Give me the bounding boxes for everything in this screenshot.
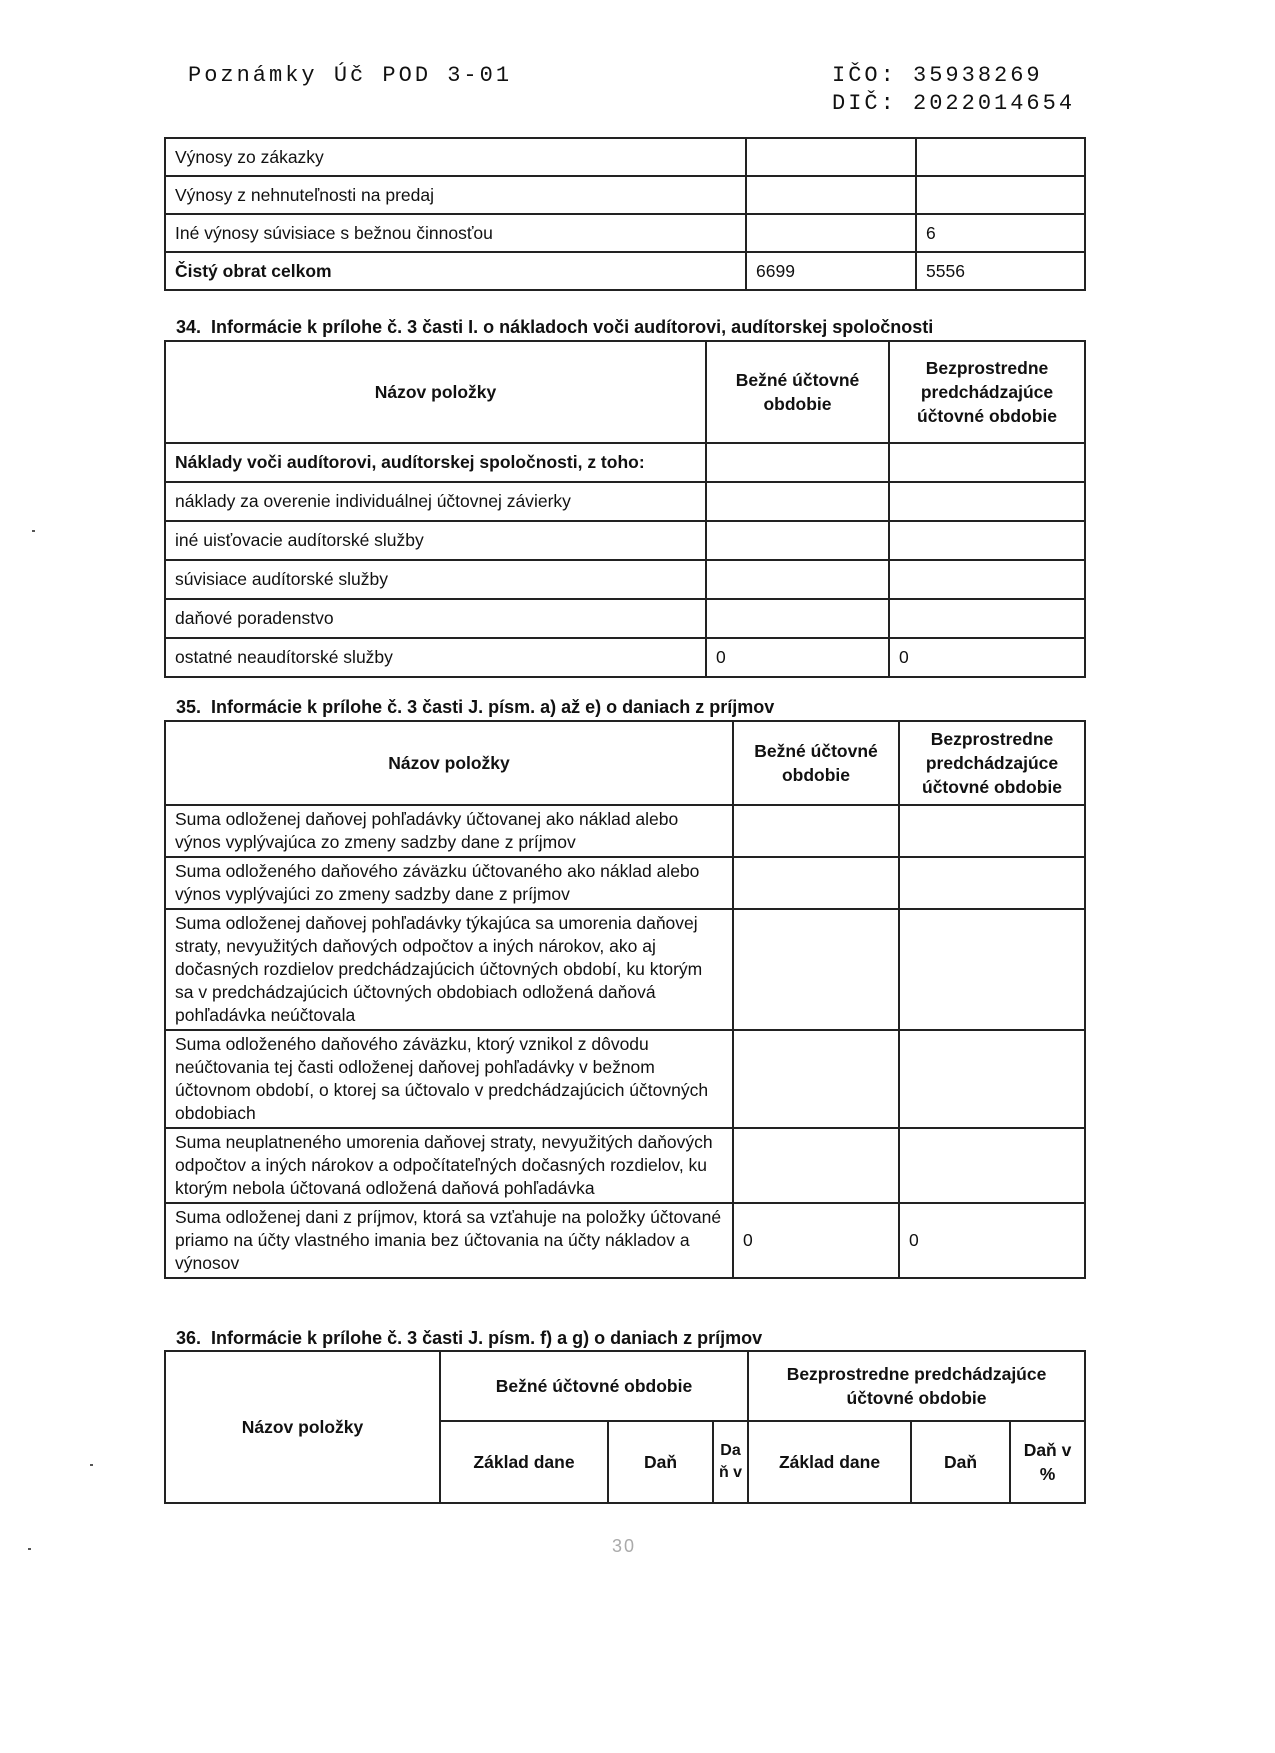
- current-value: [706, 599, 889, 638]
- previous-value: [899, 805, 1085, 857]
- section-number: 35.: [176, 697, 202, 717]
- group-header-current: Bežné účtovné obdobie: [440, 1351, 748, 1421]
- table-row: [165, 138, 1085, 176]
- net-turnover-table: [164, 137, 1086, 291]
- row-label: iné uisťovacie audítorské služby: [165, 521, 706, 560]
- row-label: Čistý obrat celkom: [165, 252, 746, 290]
- table-row: [165, 909, 1085, 1030]
- table-row: [165, 857, 1085, 909]
- previous-value: [899, 1128, 1085, 1203]
- row-label: daňové poradenstvo: [165, 599, 706, 638]
- table-row: [165, 521, 1085, 560]
- current-value: [746, 176, 916, 214]
- previous-value: 5556: [916, 252, 1085, 290]
- column-header: Základ dane: [440, 1421, 608, 1503]
- section-title-text: Informácie k prílohe č. 3 časti J. písm. a) až e) o daniach z príjmov: [211, 697, 775, 717]
- previous-value: 6: [916, 214, 1085, 252]
- previous-value: [889, 482, 1085, 521]
- current-value: [733, 805, 899, 857]
- section-36-title: [176, 1327, 762, 1349]
- row-label: Suma odloženej daňovej pohľadávky týkajúca sa umorenia daňovej straty, nevyužitých daňových odpočtov a iných nárokov, ako aj dočasných rozdielov predchádzajúcich účtovných období, ku ktorým sa v predchádzajúcich účtovných obdobiach odložená daňová pohľadávka neúčtovala: [165, 909, 733, 1030]
- previous-value: [889, 599, 1085, 638]
- current-value: [746, 214, 916, 252]
- previous-value: [899, 1030, 1085, 1128]
- table-row: [165, 1128, 1085, 1203]
- current-value: [733, 909, 899, 1030]
- section-number: 36.: [176, 1328, 202, 1348]
- section-35-title: [176, 696, 774, 718]
- tax-reconciliation-table: [164, 1350, 1086, 1504]
- current-value: [733, 857, 899, 909]
- column-header: Daň: [608, 1421, 713, 1503]
- current-value: [706, 521, 889, 560]
- table-row: [165, 1030, 1085, 1128]
- column-header: Bežné účtovné obdobie: [706, 341, 889, 443]
- table-header-row: [165, 1351, 1085, 1421]
- column-header: Základ dane: [748, 1421, 911, 1503]
- table-row: [165, 176, 1085, 214]
- section-title-text: Informácie k prílohe č. 3 časti J. písm. f) a g) o daniach z príjmov: [211, 1328, 763, 1348]
- section-number: 34.: [176, 317, 202, 337]
- group-header-previous: Bezprostredne predchádzajúce účtovné obdobie: [748, 1351, 1085, 1421]
- column-header: Bezprostredne predchádzajúce účtovné obdobie: [899, 721, 1085, 805]
- column-header: Daň v %: [1010, 1421, 1085, 1503]
- scan-speck: [32, 530, 35, 532]
- table-row: [165, 1203, 1085, 1278]
- column-header: Názov položky: [165, 341, 706, 443]
- table-header-row: [165, 721, 1085, 805]
- income-tax-table: [164, 720, 1086, 1279]
- column-header: Bezprostredne predchádzajúce účtovné obdobie: [889, 341, 1085, 443]
- current-value: 0: [733, 1203, 899, 1278]
- previous-value: [916, 138, 1085, 176]
- row-label: súvisiace audítorské služby: [165, 560, 706, 599]
- table-row: [165, 214, 1085, 252]
- previous-value: [899, 857, 1085, 909]
- table-row: [165, 638, 1085, 677]
- current-value: [733, 1128, 899, 1203]
- document-code: Poznámky Úč POD 3-01: [188, 63, 513, 88]
- table-row: [165, 482, 1085, 521]
- previous-value: [916, 176, 1085, 214]
- column-header: Bežné účtovné obdobie: [733, 721, 899, 805]
- current-value: [706, 482, 889, 521]
- row-label: náklady za overenie individuálnej účtovnej závierky: [165, 482, 706, 521]
- current-value: 6699: [746, 252, 916, 290]
- current-value: 0: [706, 638, 889, 677]
- total-row: [165, 252, 1085, 290]
- page-number: 30: [612, 1536, 637, 1556]
- dic: DIČ: 2022014654: [832, 91, 1076, 116]
- row-label: Suma neuplatneného umorenia daňovej straty, nevyužitých daňových odpočtov a iných nárokov a odpočítateľných dočasných rozdielov, ku ktorým nebola účtovaná odložená daňová pohľadávka: [165, 1128, 733, 1203]
- table-row: [165, 560, 1085, 599]
- row-label: Suma odloženého daňového záväzku účtovaného ako náklad alebo výnos vyplývajúci zo zmeny sadzby dane z príjmov: [165, 857, 733, 909]
- table-header-row: [165, 341, 1085, 443]
- table-row: [165, 443, 1085, 482]
- section-34-title: [176, 316, 933, 338]
- company-ids: [832, 62, 1075, 118]
- row-label: Výnosy z nehnuteľnosti na predaj: [165, 176, 746, 214]
- table-row: [165, 805, 1085, 857]
- scan-speck: [90, 1464, 93, 1466]
- row-label: Výnosy zo zákazky: [165, 138, 746, 176]
- previous-value: [889, 443, 1085, 482]
- ico: IČO: 35938269: [832, 63, 1043, 88]
- column-header: Daň: [911, 1421, 1010, 1503]
- row-label: Suma odloženého daňového záväzku, ktorý vznikol z dôvodu neúčtovania tej časti odloženej daňovej pohľadávky v bežnom účtovnom období, o ktorej sa účtovalo v predchádzajúcich účtovných obdobiach: [165, 1030, 733, 1128]
- row-label: Iné výnosy súvisiace s bežnou činnosťou: [165, 214, 746, 252]
- previous-value: [889, 560, 1085, 599]
- table-row: [165, 599, 1085, 638]
- current-value: [706, 560, 889, 599]
- column-header: Názov položky: [165, 721, 733, 805]
- auditor-costs-table: [164, 340, 1086, 678]
- row-label: ostatné neaudítorské služby: [165, 638, 706, 677]
- row-label: Suma odloženej dani z príjmov, ktorá sa vzťahuje na položky účtované priamo na účty vlastného imania bez účtovania na účty nákladov a výnosov: [165, 1203, 733, 1278]
- previous-value: 0: [899, 1203, 1085, 1278]
- current-value: [733, 1030, 899, 1128]
- row-label: Náklady voči audítorovi, audítorskej spoločnosti, z toho:: [165, 443, 706, 482]
- previous-value: [889, 521, 1085, 560]
- row-label: Suma odloženej daňovej pohľadávky účtovanej ako náklad alebo výnos vyplývajúca zo zmeny sadzby dane z príjmov: [165, 805, 733, 857]
- current-value: [746, 138, 916, 176]
- current-value: [706, 443, 889, 482]
- scan-speck: [28, 1548, 31, 1550]
- column-header: Názov položky: [165, 1351, 440, 1503]
- column-header: Daň v: [713, 1421, 748, 1503]
- section-title-text: Informácie k prílohe č. 3 časti I. o nákladoch voči audítorovi, audítorskej spoločnosti: [211, 317, 934, 337]
- previous-value: 0: [889, 638, 1085, 677]
- previous-value: [899, 909, 1085, 1030]
